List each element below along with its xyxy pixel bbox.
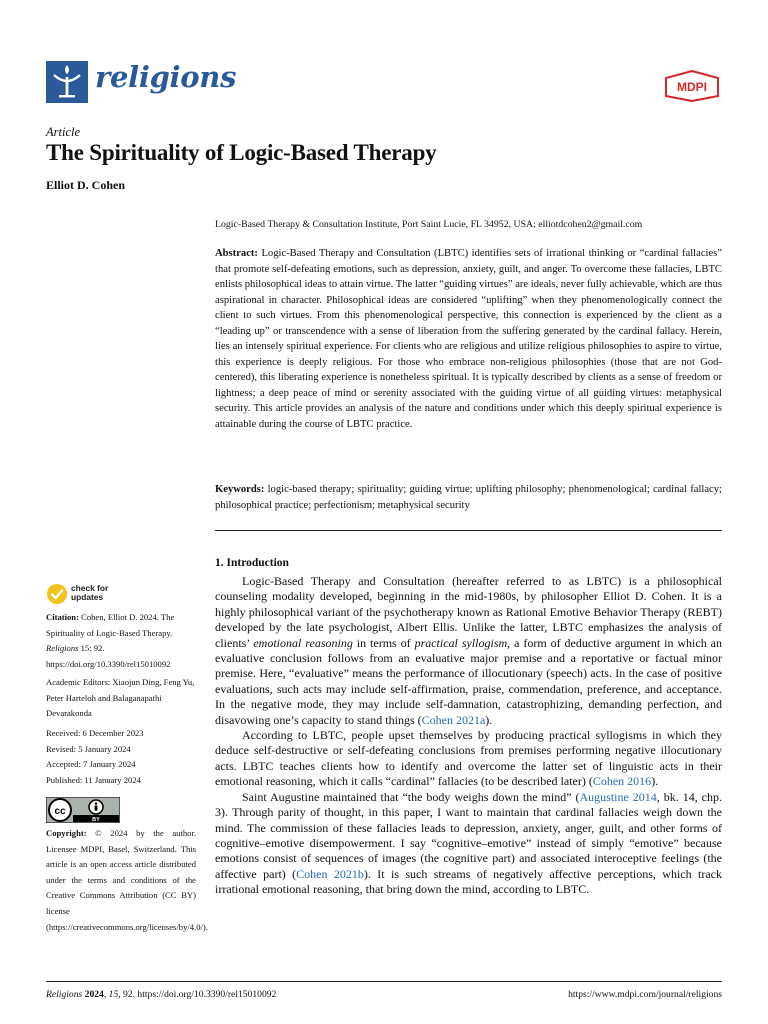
- published-date: Published: 11 January 2024: [46, 774, 141, 785]
- abstract-label: Abstract:: [215, 248, 258, 259]
- svg-text:cc: cc: [54, 806, 66, 817]
- chalice-icon: [46, 61, 88, 103]
- divider: [46, 981, 722, 982]
- citation-link[interactable]: Cohen 2021b: [296, 866, 364, 881]
- creative-commons-icon[interactable]: [46, 797, 120, 823]
- paragraph: Saint Augustine maintained that “the body weighs down the mind” (Augustine 2014, bk. 14, chp. 3). Through parity of thought, in this paper, I want to maintain that cardinal fallacies weigh down the mind. The commission of these fallacies leads to depression, anxiety, anger, guilt, and other forms of cognitive–emotive disempowerment. I say “cognitive–emotive” instead of simply “emotive” because emotions consist of sequences of images (the cognitive part) and associated interoceptive feelings (the affective part) (Cohen 2021b). It is such streams of negatively affective perceptions, which track irrational emotional reasoning, that bring down the mind, according to LBTC.: [215, 789, 722, 897]
- footer-citation: Religions 2024, 15, 92. https://doi.org/10.3390/rel15010092: [46, 989, 277, 1000]
- abstract-text: Logic-Based Therapy and Consultation (LBTC) identifies sets of irrational thinking or “cardinal fallacies” that promote self-defeating emotions, such as depression, anxiety, guilt, and anger. To overcome these fallacies, LBTC enlists philosophical ideas to attain virtue. The latter “guiding virtues” are ideals, never fully achievable, which are thus aspirational in character. Philosophical ideas are considered “uplifting” when they phenomenologically connect the client to such virtues. From this phenomenological perspective, this connection is experienced by the client as a “leading up” or transcendence with a sense of liberation from the suffering generated by the cardinal fallacy. Herein, lies an intensely spiritual experience. For clients who are religious and utilize religious philosophies to aspire to virtue, this experience is deeply religious. For those who embrace non-religious philosophies (those that are not God-centered), this liberating experience is nonetheless spiritual. It is typically described by clients as a sense of freedom or lightness; a deep peace of mind or serenity associated with the guiding virtue of all guiding virtues: metaphysical security. This article provides an analysis of the nature and conditions under which this deeply spiritual experience is attainable during the course of LBTC practice.: [215, 248, 722, 430]
- keywords: [215, 482, 722, 513]
- citation-link[interactable]: Cohen 2016: [592, 774, 652, 789]
- mdpi-logo: [664, 70, 720, 102]
- affiliation: Logic-Based Therapy & Consultation Institute, Port Saint Lucie, FL 34952, USA; elliotdcohen2@gmail.com: [215, 219, 643, 230]
- keywords-label: Keywords:: [215, 484, 265, 495]
- abstract: [215, 246, 722, 432]
- journal-name: religions: [95, 60, 237, 94]
- body-text: [215, 574, 722, 898]
- author-name: Elliot D. Cohen: [46, 178, 126, 192]
- footer-url[interactable]: https://www.mdpi.com/journal/religions: [568, 989, 722, 1000]
- article-title: The Spirituality of Logic-Based Therapy: [46, 140, 437, 165]
- article-type: Article: [46, 125, 81, 139]
- citation-link[interactable]: Augustine 2014: [579, 789, 657, 804]
- check-for-updates-button[interactable]: [46, 583, 126, 607]
- citation-block: Citation: Cohen, Elliot D. 2024. The Spirituality of Logic-Based Therapy. Religions 15: 92. https://doi.org/10.3390/rel15010092: [46, 612, 175, 669]
- citation-link[interactable]: Cohen 2021a: [421, 712, 486, 727]
- received-date: Received: 6 December 2023: [46, 728, 144, 738]
- revised-date: Revised: 5 January 2024: [46, 743, 131, 754]
- check-updates-icon: [46, 583, 68, 605]
- section-heading: 1. Introduction: [215, 557, 289, 569]
- paragraph: According to LBTC, people upset themselves by producing practical syllogisms in which they deduce self-destructive or self-defeating conclusions from premises performing negative illocutionary acts. LBTC teaches clients how to identify and overcome the latter set of linguistic acts in their emotional reasoning, which it calls “cardinal” fallacies (to be described later) (Cohen 2016).: [215, 728, 722, 789]
- mdpi-logo-text: MDPI: [677, 80, 707, 94]
- copyright-notice: Copyright: © 2024 by the author. Licensee MDPI, Basel, Switzerland. This article is an open access article distributed under the terms and conditions of the Creative Commons Attribution (CC BY) license (https://creativecommons.org/licenses/by/4.0/).: [46, 828, 208, 932]
- check-updates-line1: check for: [71, 583, 109, 593]
- divider: [215, 530, 722, 531]
- paragraph: Logic-Based Therapy and Consultation (hereafter referred to as LBTC) is a philosophical counseling modality developed, beginning in the mid-1980s, by philosopher Elliot D. Cohen. It is a highly philosophical variant of the psychotherapy known as Rational Emotive Behavior Therapy (REBT) developed by the late psychologist, Albert Ellis. Unlike the latter, LBTC emphasizes the analysis of clients’ emotional reasoning in terms of practical syllogism, a form of deductive argument in which an evaluative conclusion follows from an evaluative major premise and a reportative or factual minor premise. Here, “evaluative” means the performance of illocutionary (speech) acts. In the case of positive evaluations, such acts may include self-affirmation, praise, commendation, preference, and acceptance. In the negative mode, they may include self-damnation, catastrophizing, demanding perfection, and disavowing one’s capacity to stand things (Cohen 2021a).: [215, 574, 722, 727]
- publication-dates: [46, 726, 196, 788]
- keywords-text: logic-based therapy; spirituality; guiding virtue; uplifting philosophy; phenomenological; cardinal fallacy; philosophical practice; perfectionism; metaphysical security: [215, 484, 722, 511]
- accepted-date: Accepted: 7 January 2024: [46, 759, 136, 770]
- check-updates-line2: updates: [71, 592, 104, 602]
- academic-editors: Academic Editors: Xiaojun Ding, Feng Yu, Peter Harteloh and Balaganapathi Devarakonda: [46, 677, 195, 719]
- svg-text:BY: BY: [92, 817, 100, 823]
